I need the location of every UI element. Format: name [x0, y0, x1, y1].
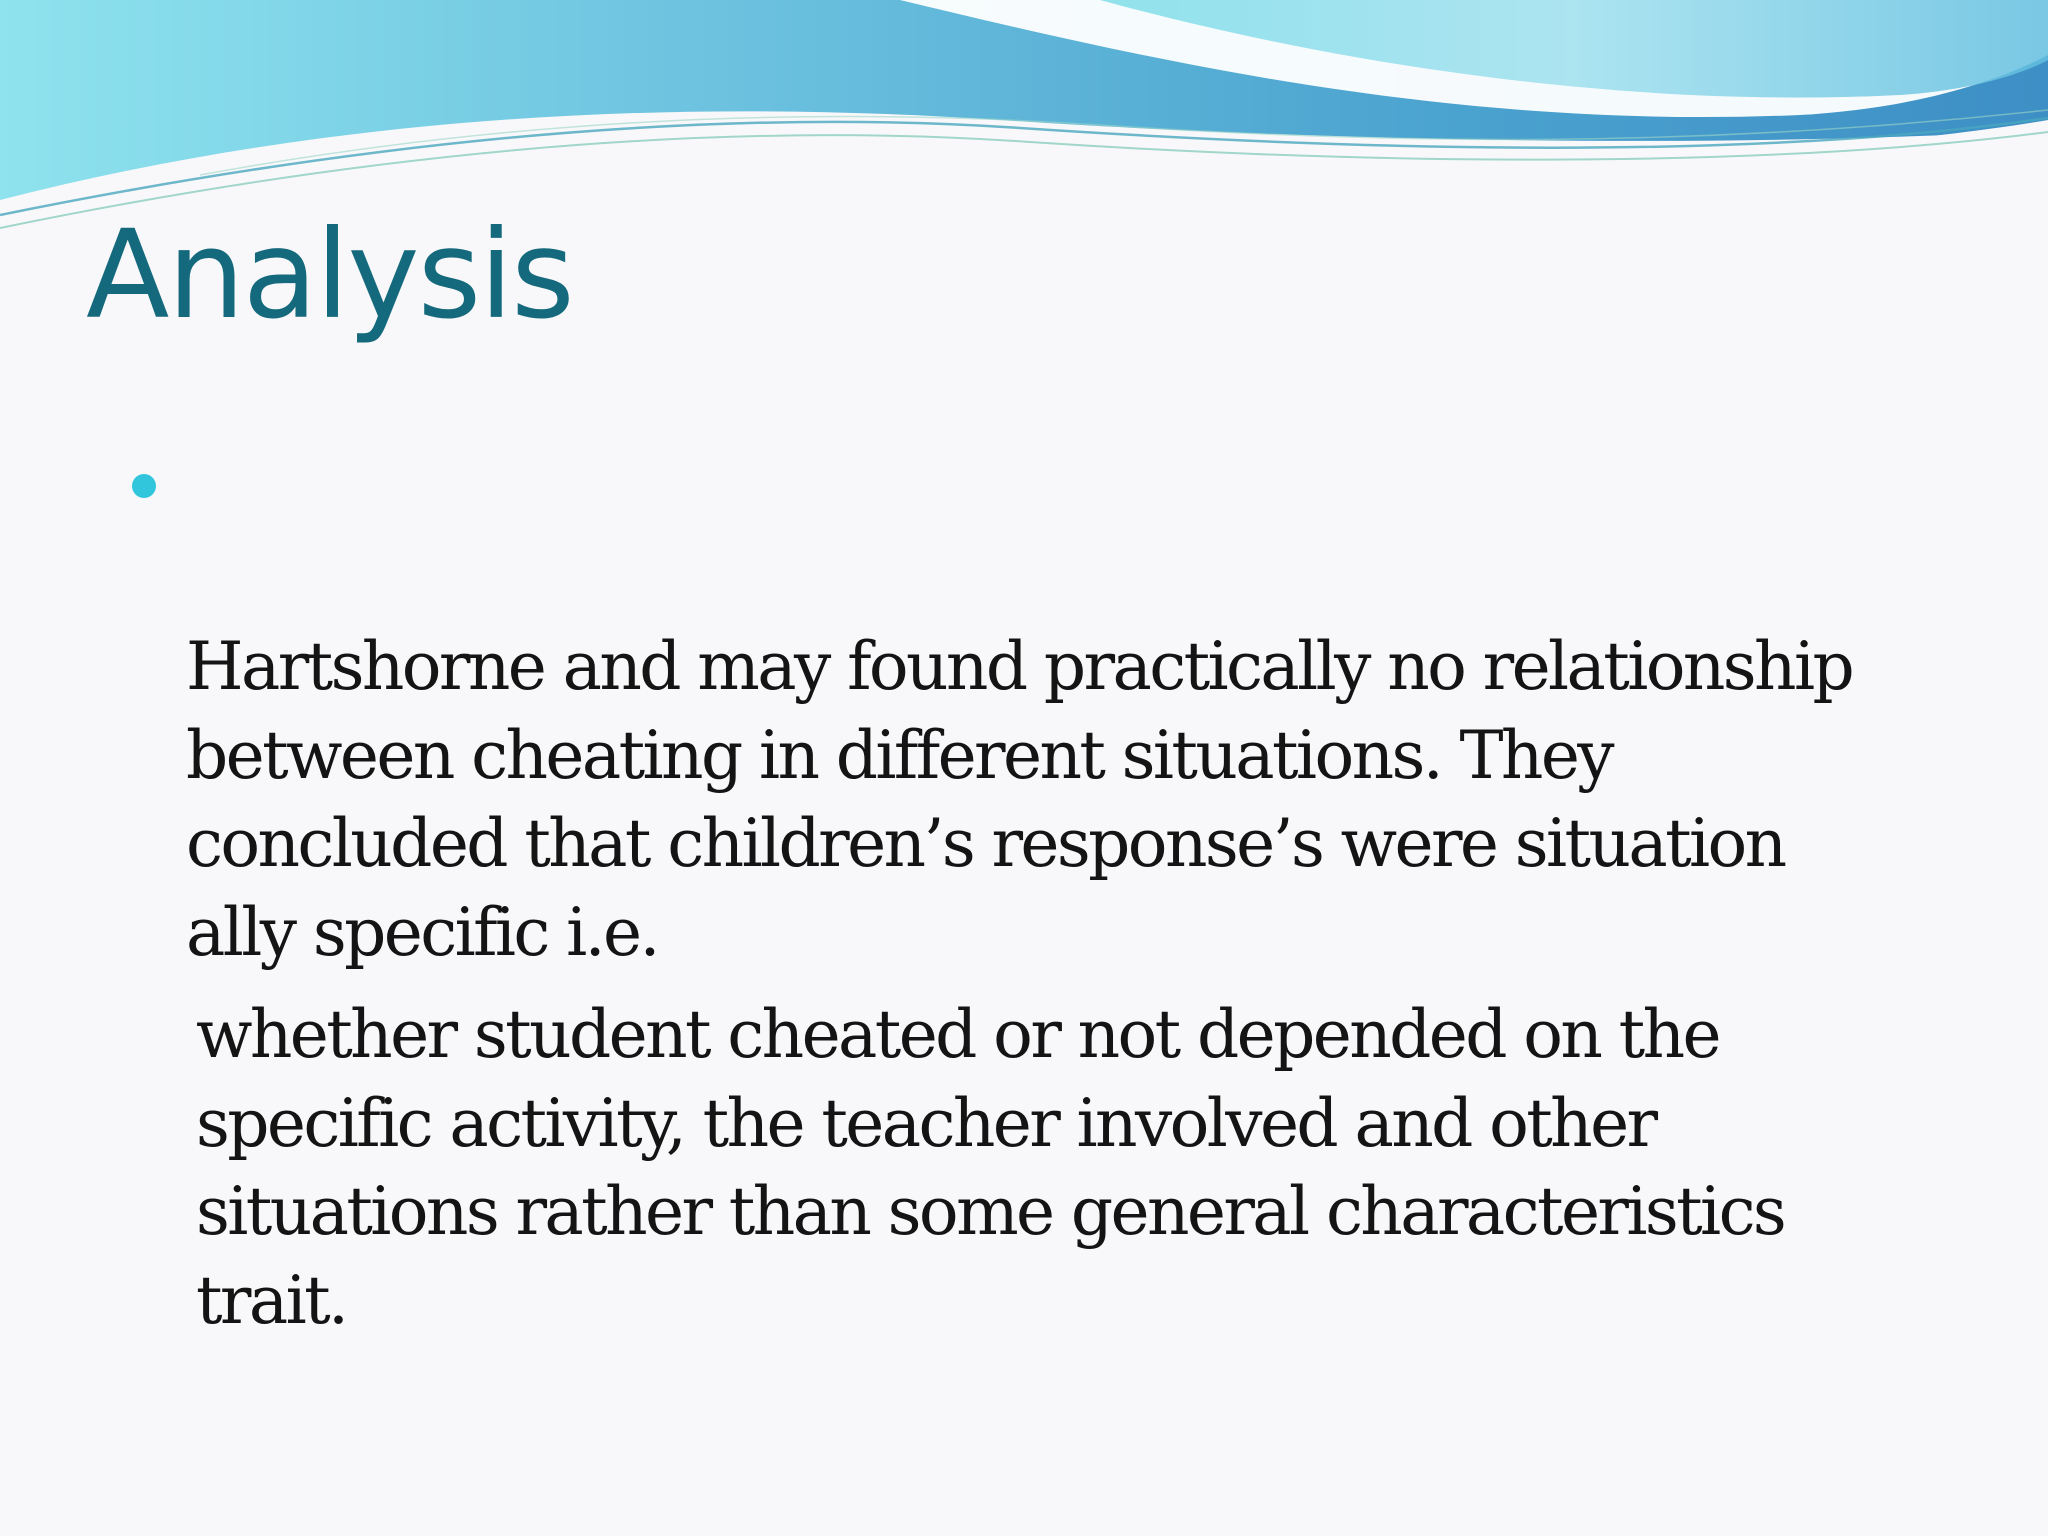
continuation-paragraph: whether student cheated or not depended on the specific activity, the teacher involved and other situations rather than some general characteristics trait.: [196, 996, 1785, 1339]
bullet-item: [186, 446, 2006, 977]
slide-body: [186, 446, 2006, 1345]
bullet-text: Hartshorne and may found practically no relationship between cheating in different situations. They concluded that children’s response’s were situation ally specific i.e.: [186, 628, 1853, 971]
bullet-icon: [132, 474, 156, 498]
slide-title: Analysis: [86, 204, 573, 346]
